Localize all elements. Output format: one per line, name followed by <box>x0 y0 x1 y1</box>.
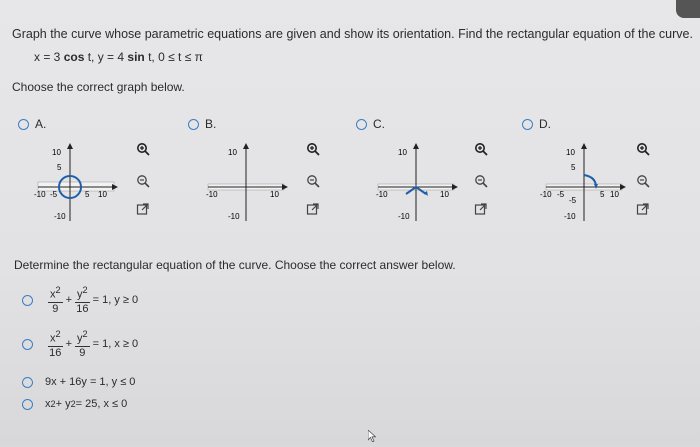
graph-d-popout-icon[interactable] <box>636 202 650 216</box>
graph-d-zoom-in-icon[interactable] <box>636 142 650 156</box>
graph-d-zoom-out-icon[interactable] <box>636 174 650 188</box>
graph-b-x-arrow <box>282 184 288 190</box>
parametric-equations: x = 3 cos t, y = 4 sin t, 0 ≤ t ≤ π <box>34 50 203 64</box>
corner-settings-icon[interactable] <box>676 0 700 18</box>
graph-c-label-ybottom: -10 <box>398 212 410 221</box>
graph-a-label-xright2: 10 <box>98 190 107 199</box>
graph-b-label-ytop: 10 <box>228 148 237 157</box>
graph-c-label-xleft: -10 <box>376 190 388 199</box>
graph-c-zoom-out-icon[interactable] <box>474 174 488 188</box>
option-a[interactable] <box>18 117 46 131</box>
graph-d-label-ybottom: -10 <box>564 212 576 221</box>
graph-a-label-xleft: -10 <box>34 190 46 199</box>
answer-3[interactable] <box>22 376 135 388</box>
instruction-text: Choose the correct graph below. <box>12 80 185 94</box>
answer-2-expression: $\frac{x^2}{16}$ + $\frac{y^2}{9}$ = 1, x ≥ 0 <box>49 329 139 359</box>
graph-a-label-ymid: 5 <box>57 163 62 172</box>
graph-b-label-xleft: -10 <box>206 190 218 199</box>
radio-a[interactable] <box>18 119 29 130</box>
graph-d <box>538 137 630 229</box>
answer-4-expression: x 2 + y 2 = 25, x ≤ 0 <box>45 398 128 410</box>
graph-a-popout-icon[interactable] <box>136 202 150 216</box>
option-d-label: D. <box>539 117 551 131</box>
answer-4-radio[interactable] <box>22 399 33 410</box>
answer-1-radio[interactable] <box>22 295 33 306</box>
graph-a-label-ytop: 10 <box>52 148 61 157</box>
graph-c-zoom-in-icon[interactable] <box>474 142 488 156</box>
graph-d-label-ymid: 5 <box>571 163 576 172</box>
answer-1-expression: $\frac{x^2}{9}$ + $\frac{y^2}{16}$ = 1, y ≥ 0 <box>50 285 139 315</box>
graph-a-y-arrow <box>67 143 73 149</box>
graph-a-label-xleft2: -5 <box>50 190 58 199</box>
graph-b-y-arrow <box>243 143 249 149</box>
answer-3-text: 9x + 16y = 1, y ≤ 0 <box>45 376 136 388</box>
graph-a-x-arrow <box>112 184 118 190</box>
graph-d-label-xleft: -10 <box>540 190 552 199</box>
graph-c-label-ytop: 10 <box>398 148 407 157</box>
graph-a <box>30 137 122 229</box>
option-c-label: C. <box>373 117 385 131</box>
graph-a-label-xright1: 5 <box>85 190 90 199</box>
graph-d-label-ytop: 10 <box>566 148 575 157</box>
answer-3-radio[interactable] <box>22 377 33 388</box>
radio-d[interactable] <box>522 119 533 130</box>
graph-c-y-arrow <box>413 143 419 149</box>
radio-b[interactable] <box>188 119 199 130</box>
option-a-label: A. <box>35 117 47 131</box>
graph-a-zoom-in-icon[interactable] <box>136 142 150 156</box>
answer-2-radio[interactable] <box>22 339 33 350</box>
radio-c[interactable] <box>356 119 367 130</box>
mouse-cursor-icon <box>368 429 376 441</box>
graph-a-zoom-out-icon[interactable] <box>136 174 150 188</box>
graph-d-label-xright1: 5 <box>600 190 605 199</box>
graph-b-zoom-out-icon[interactable] <box>306 174 320 188</box>
answer-2[interactable] <box>22 330 138 359</box>
graph-b <box>200 137 292 229</box>
option-b-label: B. <box>205 117 217 131</box>
graph-b-label-xright: 10 <box>270 190 279 199</box>
graph-c-popout-icon[interactable] <box>474 202 488 216</box>
graph-d-label-yneg5: -5 <box>569 196 577 205</box>
graph-d-x-arrow <box>620 184 626 190</box>
part2-instruction: Determine the rectangular equation of the curve. Choose the correct answer below. <box>14 258 456 272</box>
answer-4[interactable] <box>22 398 127 410</box>
graph-a-label-ybottom: -10 <box>54 212 66 221</box>
graph-d-y-arrow <box>581 143 587 149</box>
option-d[interactable] <box>522 117 551 131</box>
graph-b-label-ybottom: -10 <box>228 212 240 221</box>
graph-c <box>370 137 462 229</box>
graph-b-zoom-in-icon[interactable] <box>306 142 320 156</box>
graph-b-popout-icon[interactable] <box>306 202 320 216</box>
option-c[interactable] <box>356 117 385 131</box>
graph-d-label-xleft2: -5 <box>557 190 565 199</box>
graph-c-label-xright: 10 <box>440 190 449 199</box>
option-b[interactable] <box>188 117 216 131</box>
graph-c-x-arrow <box>452 184 458 190</box>
answer-1[interactable] <box>22 286 138 315</box>
question-text: Graph the curve whose parametric equations are given and show its orientation. Find the rectangular equation of the curve. <box>12 27 693 41</box>
graph-d-label-xright2: 10 <box>610 190 619 199</box>
